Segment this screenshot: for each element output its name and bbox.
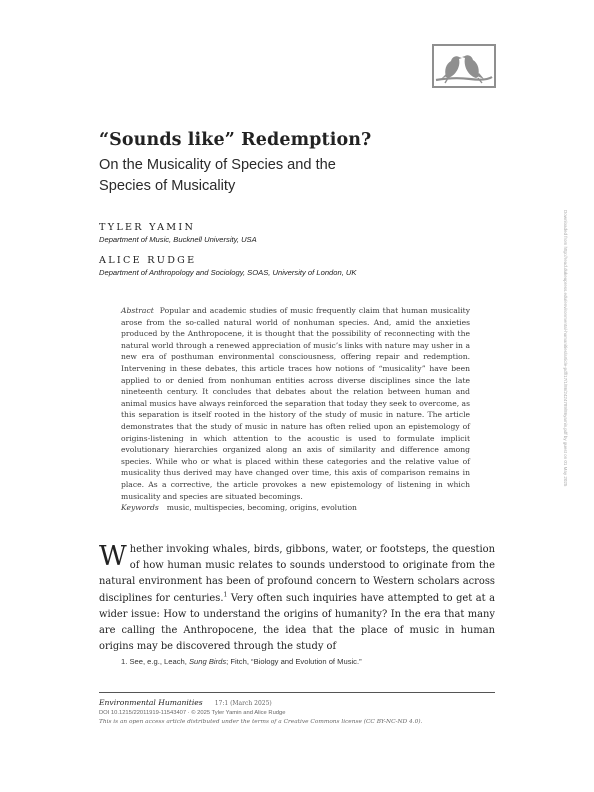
doi-line[interactable]: DOI 10.1215/22011919-11543407 · © 2025 Tyler Yamin and Alice Rudge [99,710,286,716]
author-affiliation: Department of Anthropology and Sociology, SOAS, University of London, UK [99,268,357,277]
journal-volume: 17:1 (March 2025) [214,700,272,707]
body-paragraph [99,542,495,655]
footnote-italic-title: Sung Birds [188,657,227,666]
footer-divider [99,692,495,693]
article-subtitle-line-2: Species of Musicality [99,178,236,194]
footnote-reference[interactable]: 1 [223,591,228,599]
author-name: TYLER YAMIN [99,222,196,233]
keywords-label: Keywords [121,503,159,512]
birds-logo-icon [434,46,494,86]
keywords [121,503,470,512]
download-side-note [563,210,575,590]
footnote [121,657,362,666]
abstract-text: Popular and academic studies of music frequently claim that human musicality arose from the so-called natural world of nonhuman species. And, amid the anxieties produced by the Anthropocene, it is thought that the possibility of reconnecting with the natural world through a renewed appreciation of music’s links with nature may usher in a new era of posthuman environmental consciousness, offering repair and redemption. Intervening in these debates, this article traces how notions of “musicality” have been applied to or denied from nonhuman entities across diverse disciplines since the late nineteenth century. It concludes that debates about the relation between human and animal musics have always reinforced the separation that today they seek to overcome, as this separation is itself rooted in the history of the study of music in nature. The article demonstrates that the study of music in nature has often relied upon an epistemology of origins-listening in which attention to the acoustic is used to formulate implicit evolutionary hierarchies organized along an axis of similarity and difference among species. While who or what is placed within these categories and the relative value of musicality thus derived may have changed over time, this axis of comparison remains in place. As a corrective, the article provokes a new epistemology of listening in which musicality and species are situated becomings. [121,306,471,501]
author-affiliation: Department of Music, Bucknell University, USA [99,235,257,244]
abstract [121,305,470,502]
footnote-text-after: ; Fitch, “Biology and Evolution of Music.” [226,657,362,666]
keywords-text: music, multispecies, becoming, origins, evolution [166,503,357,512]
side-note-text: Downloaded from http://read.dukeupress.edu/environmental-humanities/article-pdf/17/1/86/2424789/86yamin.pdf by guest on 01 May 2025 [563,210,568,487]
body-text-part-2: Very often such inquiries have attempted to get at a wider issue: How to understand the origins of humanity? In the era that many are calling the Anthropocene, the idea that the place of music in human origins may be discovered through the study of [99,592,495,653]
article-title: “Sounds like” Redemption? [99,130,372,150]
journal-citation [99,698,272,707]
author-name: ALICE RUDGE [99,255,197,266]
license-line: This is an open access article distributed under the terms of a Creative Commons license (CC BY-NC-ND 4.0). [99,719,423,725]
article-subtitle-line-1: On the Musicality of Species and the [99,157,336,173]
journal-logo [432,44,496,88]
journal-name: Environmental Humanities [99,698,203,707]
body-text-part-1: hether invoking whales, birds, gibbons, water, or footsteps, the question of how human music relates to sounds understood to originate from the natural environment has been of profound concern to Western scholars across disciplines for centuries. [99,544,495,604]
drop-cap: W [99,541,127,572]
abstract-label: Abstract [121,306,154,315]
footnote-text-before: 1. See, e.g., Leach, [121,657,189,666]
